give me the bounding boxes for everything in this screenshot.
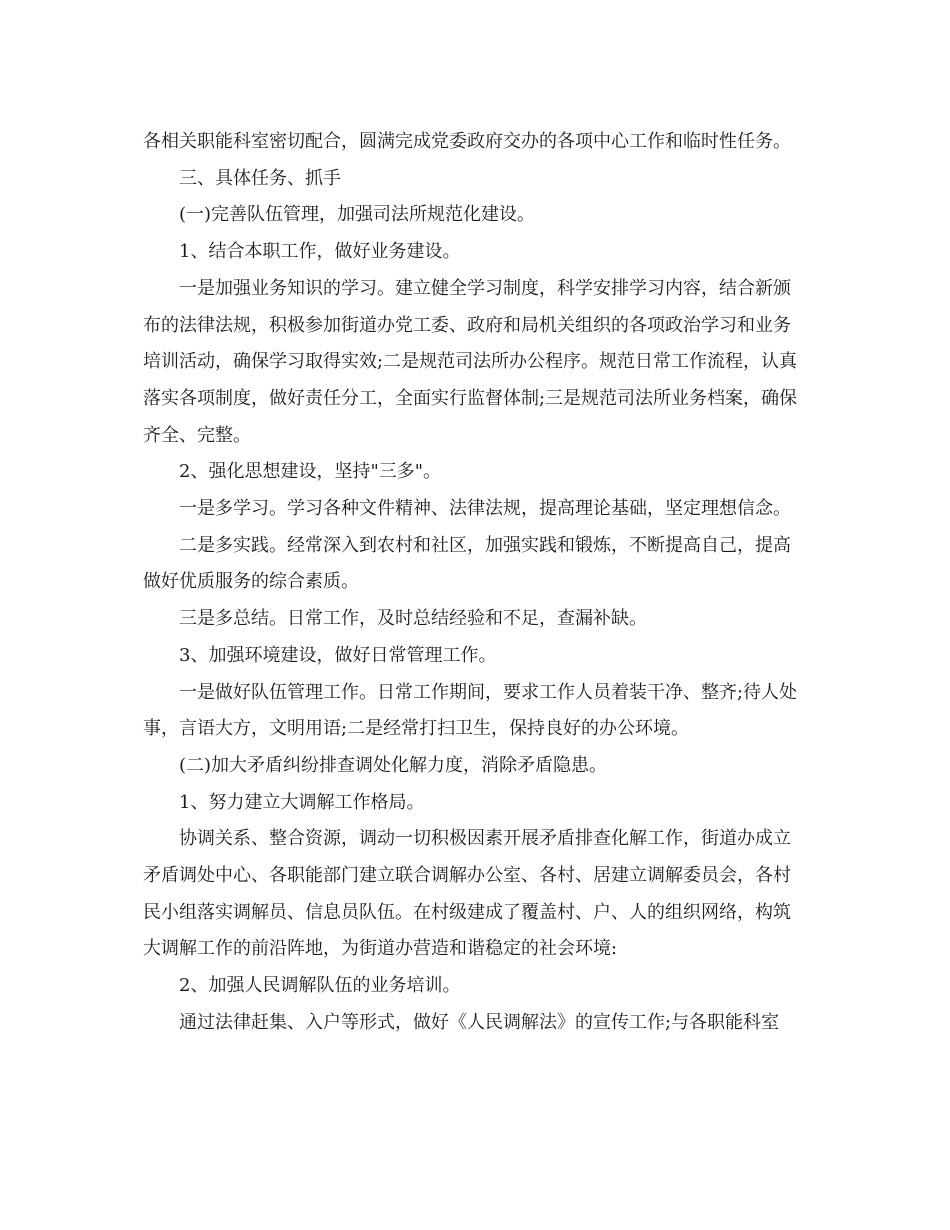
paragraph-summarize-more: 三是多总结。日常工作，及时总结经验和不足，查漏补缺。 [179,608,647,630]
paragraph-mediation-structure: 协调关系、整合资源，调动一切积极因素开展矛盾排查化解工作，街道办成立矛盾调处中心、各职能部门建立联合调解办公室、各村、居建立调解委员会，各村民小组落实调解员、信息员队伍。在村级建成了覆盖村、户、人的组织网络，构筑大调解工作的前沿阵地，为街道办营造和谐稳定的社会环境: [143,828,791,960]
paragraph-team-management: 一是做好队伍管理工作。日常工作期间，要求工作人员着装干净、整齐;待人处事，言语大方，文明用语;二是经常打扫卫生，保持良好的办公环境。 [143,681,798,740]
item-heading-2-1: 1、努力建立大调解工作格局。 [179,791,425,813]
paragraph-1: 各相关职能科室密切配合，圆满完成党委政府交办的各项中心工作和临时性任务。 [143,131,791,152]
item-heading-1-1: 1、结合本职工作，做好业务建设。 [179,241,461,263]
paragraph-training: 通过法律赶集、入户等形式，做好《人民调解法》的宣传工作;与各职能科室 [179,1011,780,1033]
section-heading-3: 三、具体任务、抓手 [179,167,341,189]
item-heading-1-3: 3、加强环境建设，做好日常管理工作。 [179,644,497,666]
paragraph-study-more: 一是多学习。学习各种文件精神、法律法规，提高理论基础，坚定理想信念。 [179,498,791,520]
item-heading-1-2: 2、强化思想建设，坚持"三多"。 [179,461,442,483]
item-heading-2-2: 2、加强人民调解队伍的业务培训。 [179,975,461,997]
subsection-heading-2: (二)加大矛盾纠纷排查调处化解力度，消除矛盾隐患。 [179,754,608,776]
subsection-heading-1: (一)完善队伍管理，加强司法所规范化建设。 [179,204,536,226]
document-body [143,124,808,1042]
paragraph-practice-more: 二是多实践。经常深入到农村和社区，加强实践和锻炼，不断提高自己，提高做好优质服务的综合素质。 [143,534,791,593]
paragraph-business-study: 一是加强业务知识的学习。建立健全学习制度，科学安排学习内容，结合新颁布的法律法规，积极参加街道办党工委、政府和局机关组织的各项政治学习和业务培训活动，确保学习取得实效;二是规范司法所办公程序。规范日常工作流程，认真落实各项制度，做好责任分工，全面实行监督体制;三是规范司法所业务档案，确保齐全、完整。 [143,277,798,446]
